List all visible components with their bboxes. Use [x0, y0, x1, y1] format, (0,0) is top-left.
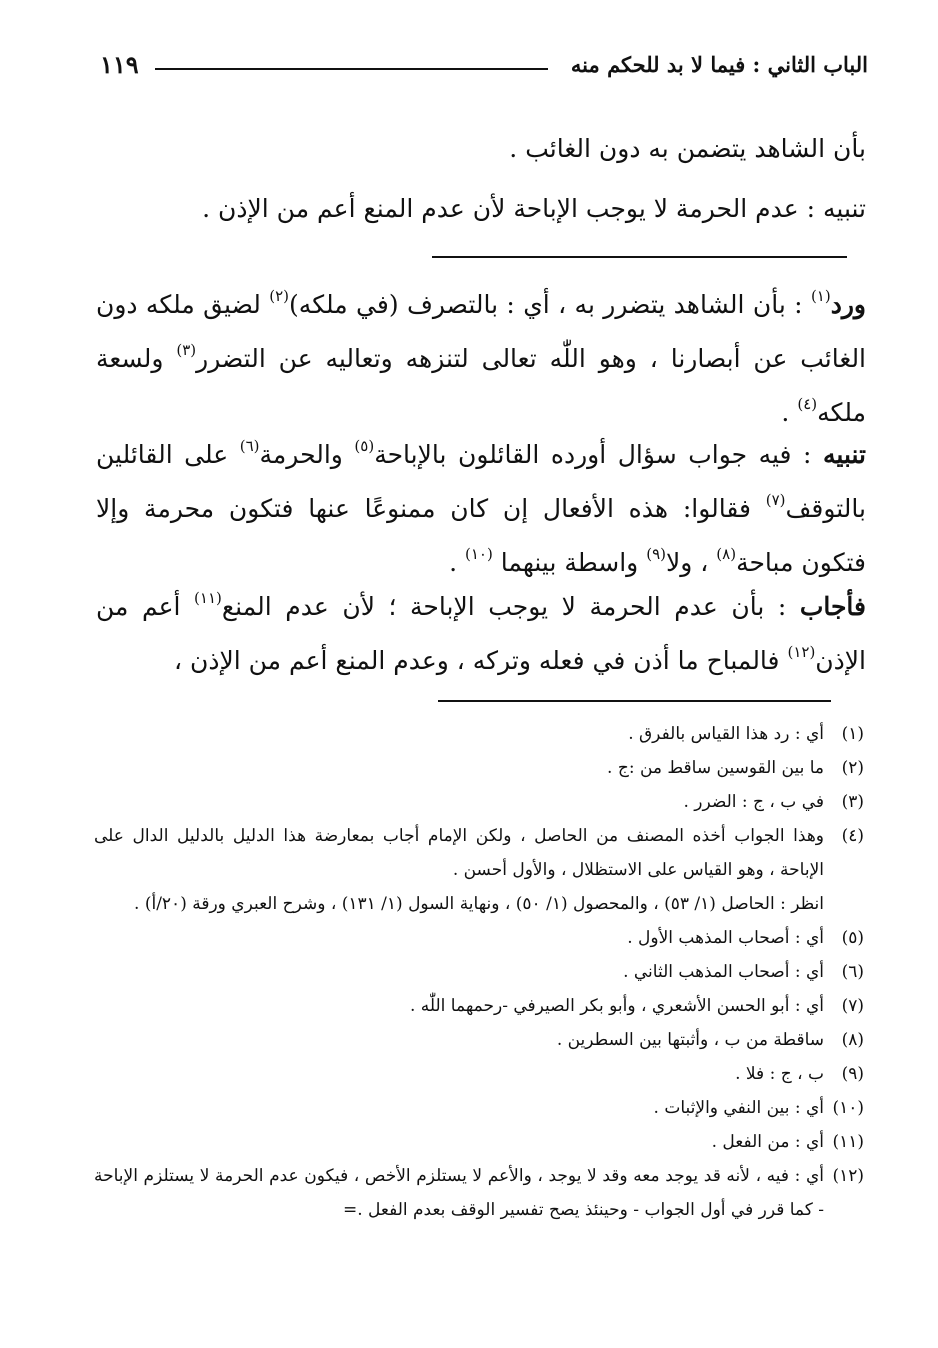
paragraph-text: فالمباح ما أذن في فعله وتركه ، وعدم المنع أعم من الإذن ،: [173, 646, 788, 675]
footnote-ref: (٦): [239, 437, 260, 455]
footnote-ref: (٧): [765, 491, 786, 509]
paragraph-lead: فأجاب: [799, 592, 866, 621]
footnote-text: وهذا الجواب أخذه المصنف من الحاصل ، ولكن الإمام أجاب بمعارضة هذا الدليل بالدليل الدال على الإباحة ، وهو القياس على الاستظلال ، والأول أحسن .: [94, 826, 824, 880]
paragraph-text: .: [449, 548, 465, 577]
footnote-ref: (٩): [646, 545, 666, 563]
footnote-text: أي : رد هذا القياس بالفرق .: [628, 724, 824, 744]
footnote-number: (٣): [841, 792, 864, 812]
footnote-text: ما بين القوسين ساقط من :ج .: [607, 758, 824, 778]
footnote-text: أي : أصحاب المذهب الثاني .: [623, 962, 824, 982]
footnote-number: (١٠): [832, 1098, 864, 1118]
footnote-ref: (١٠): [465, 545, 493, 563]
paragraph-text: ولسعة ملكه: [96, 344, 866, 427]
footnote: [94, 921, 864, 955]
paragraph-4: [96, 428, 866, 590]
footnote-separator: [438, 700, 831, 702]
footnote-number: (٥): [841, 928, 864, 948]
footnote-number: (٧): [841, 996, 864, 1016]
footnote-ref: (١): [810, 287, 831, 305]
footnote-ref: (٥): [354, 437, 375, 455]
paragraph-text: تنبيه : عدم الحرمة لا يوجب الإباحة لأن عدم المنع أعم من الإذن .: [202, 194, 866, 223]
paragraph-text: : بأن عدم الحرمة لا يوجب الإباحة ؛ لأن عدم المنع: [221, 592, 800, 621]
footnote-number: (١): [841, 724, 864, 744]
footnote: [94, 751, 864, 785]
footnote: [94, 1159, 864, 1227]
paragraph-text: واسطة بينهما: [492, 548, 647, 577]
footnote-number: (١٢): [832, 1166, 864, 1186]
paragraph-2: [96, 182, 866, 236]
paragraph-5: [96, 580, 866, 688]
footnote-text: أي : أصحاب المذهب الأول .: [627, 928, 824, 948]
header-rule: [155, 68, 548, 70]
footnotes: [94, 717, 864, 1227]
paragraph-text: : فيه جواب سؤال أورده القائلون بالإباحة: [374, 440, 823, 469]
section-divider: [432, 256, 847, 258]
footnote-text: أي : بين النفي والإثبات .: [653, 1098, 824, 1118]
page-number: ١١٩: [100, 50, 139, 79]
paragraph-text: ، ولا: [665, 548, 717, 577]
footnote-ref: (١١): [194, 589, 222, 607]
paragraph-lead: تنبيه: [823, 440, 866, 469]
footnote-text: ب ، ج : فلا .: [735, 1064, 824, 1084]
footnote: [94, 989, 864, 1023]
running-header: [100, 52, 868, 92]
footnote-text: ساقطة من ب ، وأثبتها بين السطرين .: [556, 1030, 824, 1050]
footnote: [94, 1125, 864, 1159]
paragraph-text: والحرمة: [259, 440, 355, 469]
footnote-text: أي : فيه ، لأنه قد يوجد معه وقد لا يوجد ، والأعم لا يستلزم الأخص ، فيكون عدم الحرمة لا يستلزم الإباحة - كما قرر في أول الجواب - وحينئذ يصح تفسير الوقف بعدم الفعل .=: [94, 1166, 824, 1220]
footnote-number: (٢): [841, 758, 864, 778]
footnote: [94, 1091, 864, 1125]
paragraph-text: فقالوا: هذه الأفعال إن كان ممنوعًا عنها فتكون محرمة وإلا فتكون مباحة: [96, 494, 866, 577]
paragraph-3: [96, 278, 866, 440]
footnote: [94, 785, 864, 819]
footnote: [94, 955, 864, 989]
footnote-ref: (٢): [269, 287, 290, 305]
footnote: [94, 717, 864, 751]
footnote-text: أي : من الفعل .: [711, 1132, 824, 1152]
footnote-number: (٨): [841, 1030, 864, 1050]
footnote-number: (٩): [841, 1064, 864, 1084]
paragraph-text: : بأن الشاهد يتضرر به ، أي : بالتصرف (في ملكه): [289, 290, 811, 319]
footnote-ref: (٣): [176, 341, 197, 359]
footnote-ref: (٨): [716, 545, 737, 563]
footnote: [94, 1057, 864, 1091]
footnote-number: (١١): [832, 1132, 864, 1152]
paragraph-text: لضيق ملكه دون الغائب عن أبصارنا ، وهو اللّٰه تعالى لتنزهه وتعاليه عن التضرر: [96, 290, 867, 373]
footnote-number: (٦): [841, 962, 864, 982]
paragraph-text: أعم من الإذن: [96, 592, 866, 675]
footnote-text: في ب ، ج : الضرر .: [683, 792, 824, 812]
footnote-ref: (١٢): [787, 643, 816, 661]
footnote-text: أي : أبو الحسن الأشعري ، وأبو بكر الصيرفي -رحمهما اللّٰه .: [409, 996, 824, 1016]
paragraph-lead: ورد: [830, 290, 866, 319]
footnote-ref: (٤): [797, 395, 818, 413]
paragraph-1: [96, 122, 866, 176]
footnote: [94, 1023, 864, 1057]
chapter-title: الباب الثاني : فيما لا بد للحكم منه: [570, 52, 868, 77]
paragraph-text: على القائلين بالتوقف: [96, 440, 866, 523]
footnote-reference-line: انظر : الحاصل (١/ ٥٣) ، والمحصول (١/ ٥٠) ، ونهاية السول (١/ ١٣١) ، وشرح العبري ورقة (٢٠/أ) .: [134, 894, 824, 914]
footnote: [94, 819, 864, 887]
paragraph-text: .: [781, 398, 798, 427]
footnote-number: (٤): [841, 826, 864, 846]
paragraph-text: بأن الشاهد يتضمن به دون الغائب .: [509, 134, 866, 163]
